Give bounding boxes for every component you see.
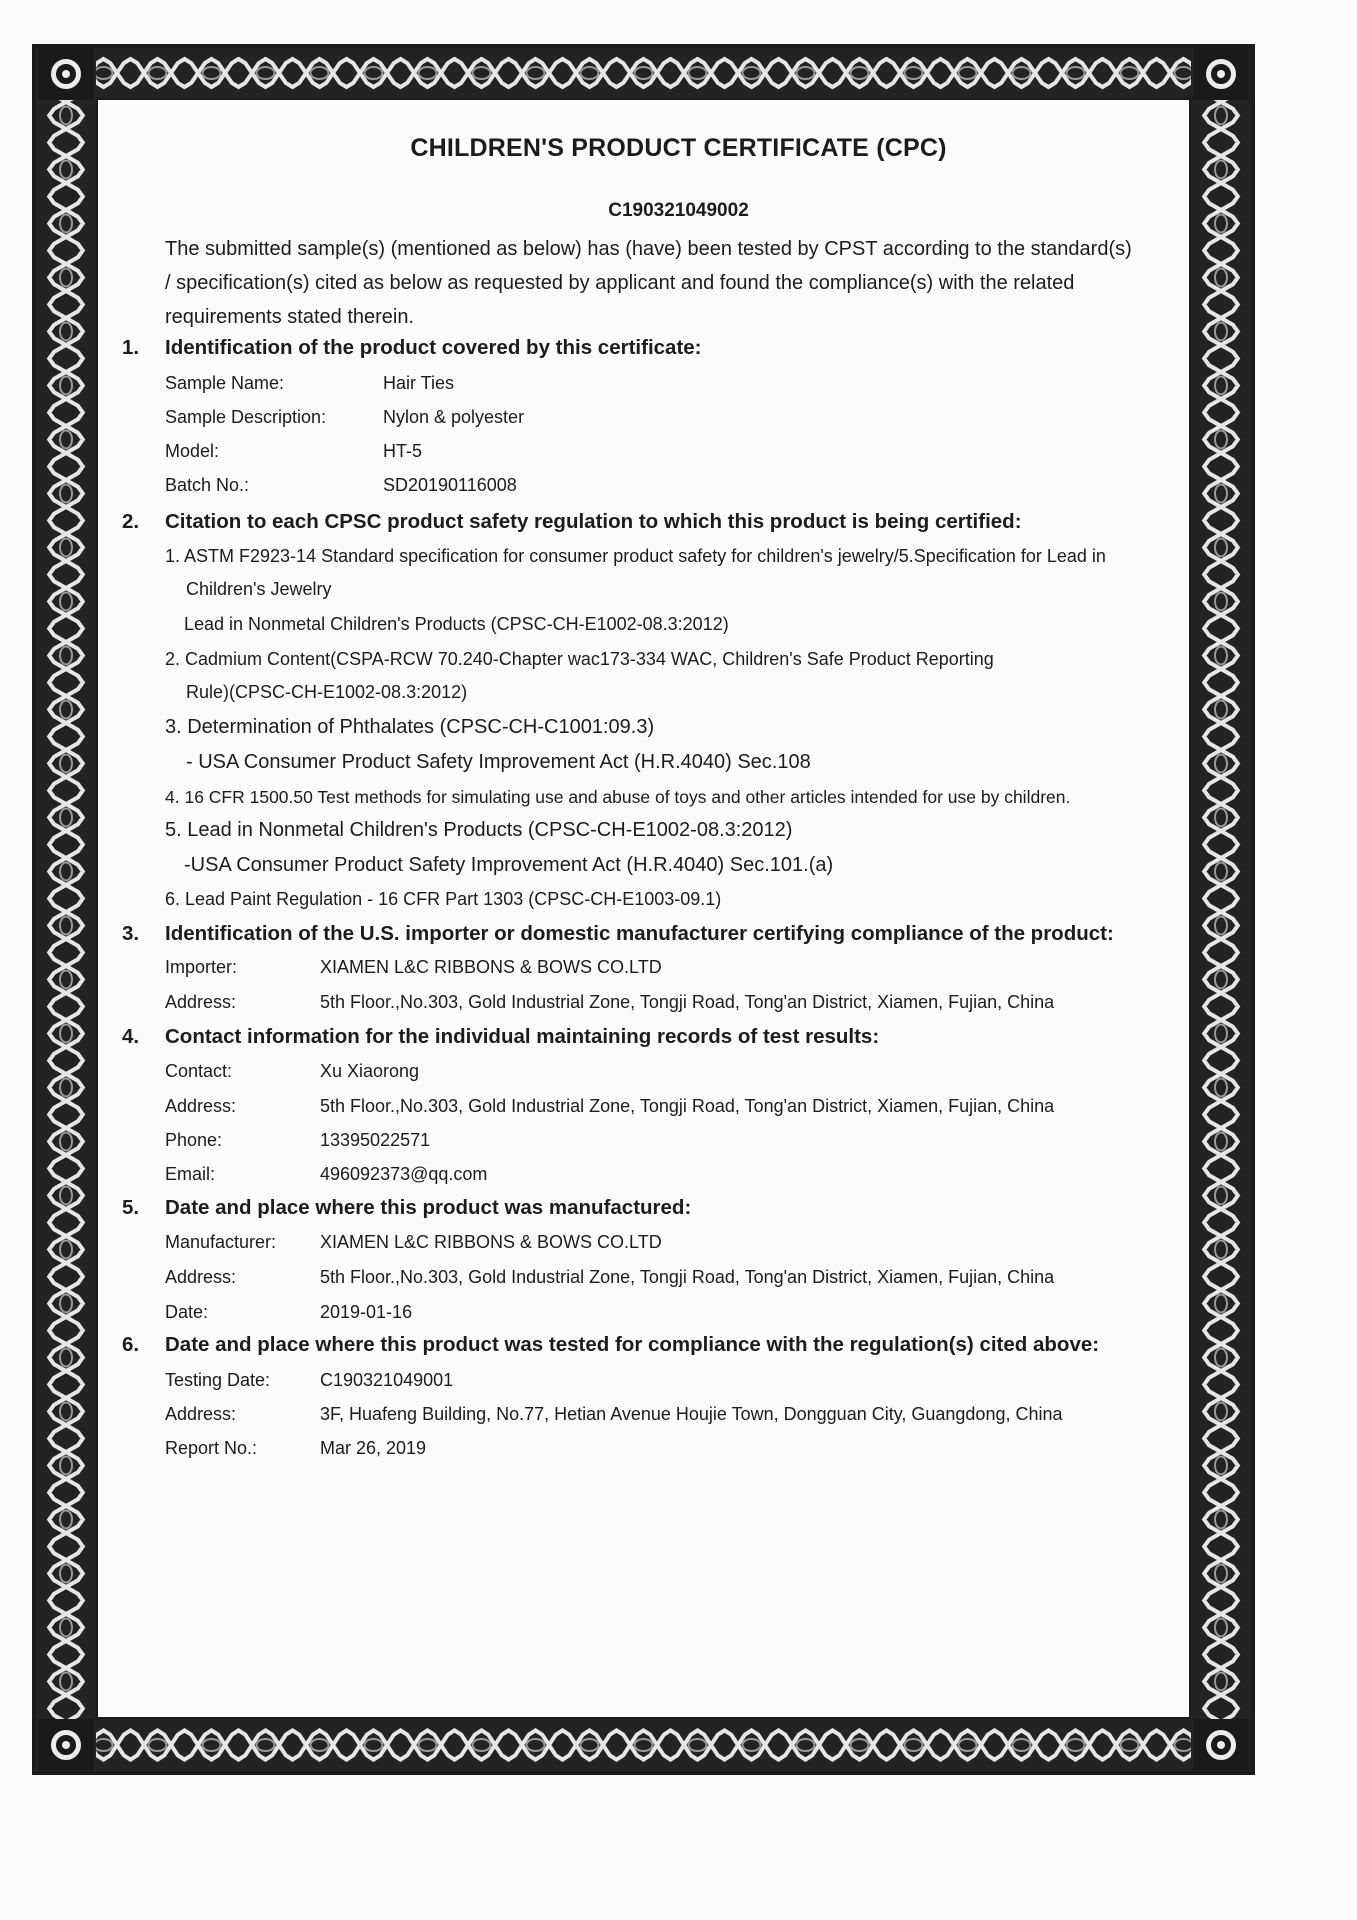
field-label: Phone: [165,1130,223,1150]
field-label: Address: [165,1404,237,1424]
field-label: Address: [165,1096,237,1116]
regulation-line: 6. Lead Paint Regulation - 16 CFR Part 1303 (CPSC-CH-E1003-09.1) [165,889,722,909]
field-label: Date: [165,1302,209,1322]
field-value-manufacturer: XIAMEN L&C RIBBONS & BOWS CO.LTD [320,1232,662,1252]
field-value-email: 496092373@qq.com [320,1164,488,1184]
field-value-report-no: Mar 26, 2019 [320,1438,427,1458]
field-value-testing-address: 3F, Huafeng Building, No.77, Hetian Avenue Houjie Town, Dongguan City, Guangdong, China [320,1404,1063,1424]
field-value-model: HT-5 [383,441,423,461]
section-number: 2. [122,510,140,533]
section-2-heading [122,510,1022,534]
section-title: Identification of the U.S. importer or domestic manufacturer certifying compliance of the product: [165,922,1114,945]
field-value-testing-date: C190321049001 [320,1370,454,1390]
field-label: Address: [165,992,237,1012]
section-3-heading [122,922,1114,946]
field-value-contact-address: 5th Floor.,No.303, Gold Industrial Zone, Tongji Road, Tong'an District, Xiamen, Fujian, China [320,1096,1055,1116]
field-value-manufacture-date: 2019-01-16 [320,1302,413,1322]
field-value-importer: XIAMEN L&C RIBBONS & BOWS CO.LTD [320,957,662,977]
field-value-phone: 13395022571 [320,1130,431,1150]
page-title: CHILDREN'S PRODUCT CERTIFICATE (CPC) [410,134,947,162]
section-6-heading [122,1333,1099,1357]
section-title: Contact information for the individual maintaining records of test results: [165,1025,880,1048]
field-label: Manufacturer: [165,1232,277,1252]
regulation-line: 5. Lead in Nonmetal Children's Products (CPSC-CH-E1002-08.3:2012) [165,819,793,841]
section-number: 4. [122,1025,140,1048]
section-1-heading [122,336,702,360]
field-value-sample-name: Hair Ties [383,373,455,393]
section-title: Date and place where this product was manufactured: [165,1196,692,1219]
certificate-number: C190321049002 [608,200,749,221]
regulation-line: Rule)(CPSC-CH-E1002-08.3:2012) [186,682,468,702]
field-label: Sample Description: [165,407,327,427]
intro-paragraph [165,232,1235,334]
field-label: Testing Date: [165,1370,271,1390]
section-number: 3. [122,922,140,945]
intro-line: / specification(s) cited as below as requested by applicant and found the compliance(s) with the related [165,272,1075,294]
section-title: Citation to each CPSC product safety regulation to which this product is being certified: [165,510,1022,533]
field-label: Report No.: [165,1438,258,1458]
section-number: 6. [122,1333,140,1356]
field-value-sample-description: Nylon & polyester [383,407,525,427]
section-5-heading [122,1196,691,1220]
regulation-line: 3. Determination of Phthalates (CPSC-CH-C1001:09.3) [165,716,655,738]
field-value-importer-address: 5th Floor.,No.303, Gold Industrial Zone, Tongji Road, Tong'an District, Xiamen, Fujian, China [320,992,1055,1012]
field-label: Sample Name: [165,373,285,393]
field-label: Batch No.: [165,475,250,495]
regulation-line: Lead in Nonmetal Children's Products (CPSC-CH-E1002-08.3:2012) [184,614,729,634]
field-value-manufacturer-address: 5th Floor.,No.303, Gold Industrial Zone, Tongji Road, Tong'an District, Xiamen, Fujian, China [320,1267,1055,1287]
section-title: Date and place where this product was tested for compliance with the regulation(s) cited above: [165,1333,1100,1356]
regulation-line: 4. 16 CFR 1500.50 Test methods for simulating use and abuse of toys and other articles intended for use by children. [165,787,1071,807]
field-label: Address: [165,1267,237,1287]
field-value-batch-no: SD20190116008 [383,475,517,495]
intro-line: requirements stated therein. [165,306,415,328]
field-value-contact: Xu Xiaorong [320,1061,420,1081]
section-number: 1. [122,336,140,359]
intro-line: The submitted sample(s) (mentioned as below) has (have) been tested by CPST according to the standard(s) [165,238,1132,260]
regulation-line: - USA Consumer Product Safety Improvement Act (H.R.4040) Sec.108 [186,751,811,773]
regulation-line: 2. Cadmium Content(CSPA-RCW 70.240-Chapter wac173-334 WAC, Children's Safe Product Reporting [165,649,994,669]
field-label: Email: [165,1164,216,1184]
field-label: Importer: [165,957,238,977]
section-number: 5. [122,1196,140,1219]
regulation-line: -USA Consumer Product Safety Improvement Act (H.R.4040) Sec.101.(a) [184,854,834,876]
field-label: Contact: [165,1061,233,1081]
section-4-heading [122,1025,879,1049]
regulation-line: 1. ASTM F2923-14 Standard specification for consumer product safety for children's jewelry/5.Specification for Lead in [165,546,1106,566]
section-title: Identification of the product covered by this certificate: [165,336,702,359]
field-label: Model: [165,441,220,461]
regulation-line: Children's Jewelry [186,579,332,599]
